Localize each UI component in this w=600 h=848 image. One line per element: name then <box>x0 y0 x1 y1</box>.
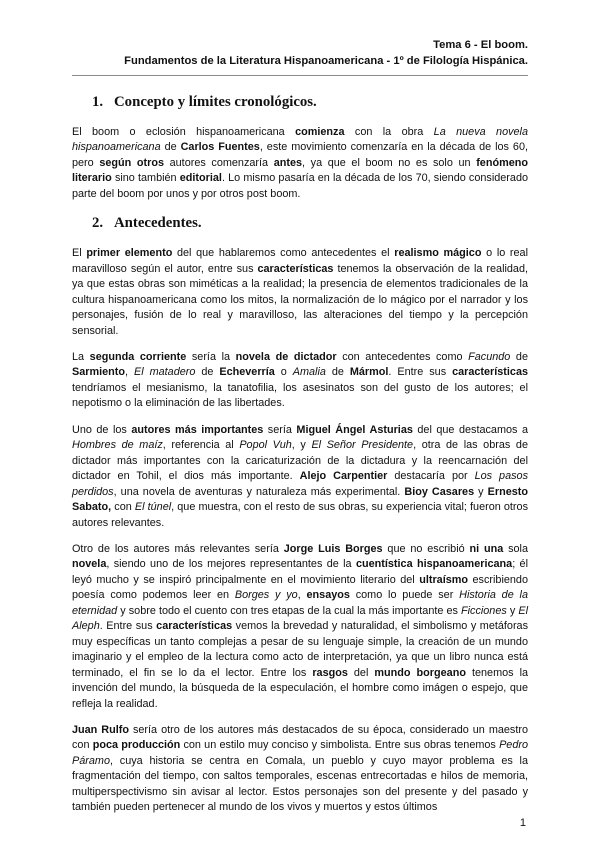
bold-term: Sarmiento <box>72 366 126 379</box>
bold-term: Alejo Carpentier <box>299 470 388 483</box>
paragraph <box>72 350 528 412</box>
work-title: El matadero <box>134 366 196 379</box>
paragraph <box>72 246 528 339</box>
text-run: , ya que el boom no es solo un <box>302 156 477 169</box>
text-run: sería la <box>186 350 236 363</box>
bold-term: editorial <box>179 172 222 185</box>
work-title: El túnel <box>134 501 172 514</box>
work-title: Pedro Páramo <box>72 739 529 767</box>
paragraph <box>72 125 528 202</box>
bold-term: comienza <box>295 126 345 138</box>
header-topic: Tema 6 - El boom. <box>433 39 528 51</box>
text-run: del <box>347 666 375 679</box>
text-run: como lo puede ser <box>349 589 460 602</box>
text-run: con antecedentes como <box>336 350 469 363</box>
header-course: Fundamentos de la Literatura Hispanoamericana - 1º de Filología Hispánica. <box>124 55 528 67</box>
text-run: , siendo uno de los mejores representantes de la <box>106 558 356 571</box>
section-heading-antecedentes: 2. Antecedentes. <box>92 215 202 232</box>
text-run: destacaría por <box>387 470 475 483</box>
bold-term: ensayos <box>306 589 350 602</box>
text-run: sería <box>263 423 297 436</box>
text-run: , <box>125 366 134 379</box>
work-title: Borges y yo <box>234 589 298 602</box>
work-title: Los pasos perdidos <box>72 470 528 498</box>
text-run: que no escribió <box>382 542 470 555</box>
page-header <box>124 37 528 69</box>
header-divider <box>72 75 528 76</box>
bold-term: mundo borgeano <box>374 666 466 679</box>
work-title: Ficciones <box>460 604 507 617</box>
bold-term: Carlos Fuentes <box>180 141 260 154</box>
text-run: Uno de los <box>72 423 132 436</box>
text-run: El <box>72 247 87 260</box>
text-run: , este movimiento comenzaría en la década de los 60, pero <box>72 141 528 169</box>
bold-term: fenómeno literario <box>72 156 528 185</box>
paragraph <box>72 423 528 531</box>
text-run: del que destacamos a <box>412 423 528 436</box>
bold-term: ni una <box>469 542 504 555</box>
text-run: tenemos la observación de la realidad, ya que estas obras son miméticas a la realidad; la presencia de elementos tradicionales de la cultura hispanoamericana como los mitos, la normalización de lo mágico por el narrador y los personajes, fusión de lo real y maravilloso, las alteraciones del tiempo y la percepción sensorial. <box>72 262 528 337</box>
paragraph <box>72 723 528 816</box>
text-run: ; él leyó mucho y se inspiró principalmente en el movimiento literario del <box>72 558 528 586</box>
text-run: con la obra <box>344 126 434 138</box>
bold-term: Mármol <box>349 366 389 379</box>
bold-term: autores más importantes <box>131 423 264 436</box>
document-body <box>72 92 528 816</box>
text-run: , que muestra, con el resto de sus obras, su experiencia vital; fueron otros autores relevantes. <box>72 501 528 529</box>
bold-term: novela de dictador <box>235 350 337 363</box>
bold-term: antes <box>273 156 303 169</box>
bold-term: características <box>156 620 233 633</box>
work-title: La nueva novela hispanoamericana <box>72 126 528 154</box>
text-run: de <box>195 366 220 379</box>
bold-term: Bioy Casares <box>404 485 475 498</box>
text-run: , cuya historia se centra en Comala, un pueblo y cuyo mayor problema es la fragmentación del tiempo, con saltos temporales, escenas entrecortadas e hilos de memoria, multiperspectivismo sin avisar al lector. Estos personajes son del presente y del pasado y también pueden pertenecer al mundo de los vivos y muertos y estos últimos <box>72 754 528 814</box>
text-run: Otro de los autores más relevantes sería <box>72 542 284 555</box>
text-run: , una novela de aventuras y naturaleza más experimental. <box>113 485 405 498</box>
work-title: Facundo <box>468 350 511 363</box>
text-run: o lo real maravilloso según el autor, entre sus <box>72 247 528 275</box>
text-run: . Entre sus <box>99 620 157 633</box>
text-run: con <box>111 501 135 514</box>
work-title: El Aleph <box>72 604 528 633</box>
text-run: o <box>274 366 293 379</box>
bold-term: Miguel Ángel Asturias <box>296 423 413 436</box>
work-title: Hombres de maíz <box>72 439 163 452</box>
text-run: , <box>297 589 307 602</box>
bold-term: Ernesto Sabato, <box>72 485 529 514</box>
section-heading-concepto: 1. Concepto y límites cronológicos. <box>92 94 317 110</box>
text-run: , y <box>291 439 312 452</box>
page-number: 1 <box>519 817 526 829</box>
bold-term: segunda corriente <box>89 350 187 363</box>
bold-term: primer elemento <box>86 247 173 260</box>
bold-term: Echeverría <box>219 366 275 379</box>
work-title: Amalia <box>292 366 326 379</box>
text-run: , otra de las obras de dictador más importantes con la caricaturización de la dictadura y la reencarnación del dictador en Tohil, el dios más importante. <box>72 439 528 483</box>
text-run: , referencia al <box>162 439 240 452</box>
text-run: de <box>325 366 350 379</box>
text-run: sería otro de los autores más destacados de su época, considerado un maestro con <box>72 723 528 752</box>
bold-term: según otros <box>99 156 164 169</box>
bold-term: Juan Rulfo <box>72 723 129 736</box>
text-run: . Entre sus <box>388 366 453 379</box>
text-run: tenemos la invención del mundo, la búsqueda de la especulación, el hombre como imágen o espejo, que refleja la realidad. <box>72 666 529 710</box>
work-title: Popol Vuh <box>239 439 292 452</box>
text-run: y sobre todo el cuento con tres etapas de la cual la más importante es <box>117 604 461 617</box>
text-run: de <box>160 141 181 154</box>
work-title: El Señor Presidente <box>311 439 414 452</box>
bold-term: novela <box>72 558 107 571</box>
text-run: y <box>474 485 488 498</box>
bold-term: cuentística hispanoamericana <box>355 558 513 571</box>
paragraph <box>72 542 528 712</box>
bold-term: características <box>257 262 334 275</box>
text-run: autores comenzaría <box>164 156 274 169</box>
text-run: de <box>510 350 528 363</box>
text-run: escribiendo poesía como podemos leer en <box>72 573 528 602</box>
text-run: del que hablaremos como antecedentes el <box>172 247 395 260</box>
text-run: tendríamos el mesianismo, la tanatofilia, los asesinatos son del gusto de los autores; el nepotismo o la eliminación de las libertades. <box>72 381 528 410</box>
bold-term: poca producción <box>92 739 181 752</box>
bold-term: rasgos <box>312 666 348 679</box>
text-run: . Lo mismo pasaría en la década de los 70, siendo considerado parte del boom por unos y por otros post boom. <box>72 172 529 200</box>
text-run: El boom o eclosión hispanoamericana <box>72 126 296 138</box>
text-run: La <box>72 350 90 363</box>
text-run: sola <box>503 542 529 555</box>
text-run: sino también <box>111 172 180 185</box>
work-title: Historia de la eternidad <box>72 589 528 617</box>
bold-term: realismo mágico <box>394 247 482 260</box>
bold-term: ultraísmo <box>419 573 469 586</box>
bold-term: características <box>452 366 529 379</box>
text-run: vemos la brevedad y naturalidad, el simbolismo y metáforas muy específicas un tanto complejas a pesar de su lenguaje simple, la creación de un mundo imaginario y el empleo de la lectura como acto de interpretación, ya que un libro nunca está terminado, el fin se lo da el lector. Entre los <box>72 620 529 679</box>
text-run: con un estilo muy conciso y simbolista. Entre sus obras tenemos <box>180 739 500 752</box>
bold-term: Jorge Luis Borges <box>283 542 383 555</box>
text-run: y <box>506 604 519 617</box>
